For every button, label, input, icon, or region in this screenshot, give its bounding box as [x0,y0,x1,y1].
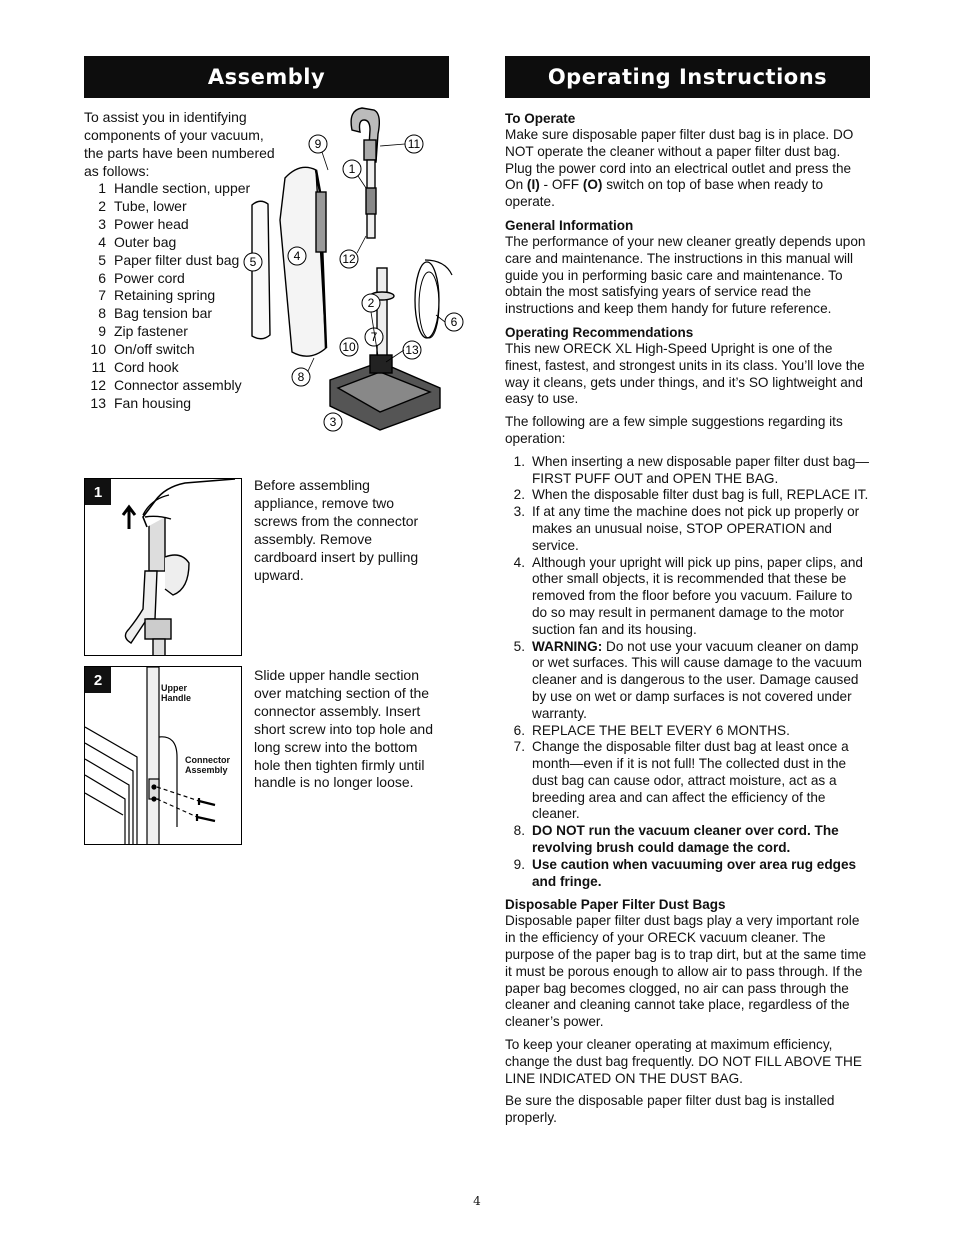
part-number: 8 [98,305,106,322]
part-name: Zip fastener [114,323,188,340]
part-number: 4 [98,233,106,250]
part-number: 9 [98,323,106,340]
item-text: When the disposable filter dust bag is full, REPLACE IT. [532,487,869,503]
list-item [505,504,871,554]
list-item [505,723,871,740]
item-text: Change the disposable filter dust bag at least once a month—even if it is not full! The collected dust in the dust bag can cause odor, attract moisture, act as a breeding area and can affect the efficiency of the cleaner. [532,739,849,822]
callout-label: 13 [405,343,419,357]
list-item [505,823,871,857]
callout-label: 8 [297,370,305,384]
part-number: 11 [91,359,106,376]
part-number: 1 [98,180,106,196]
list-item [505,555,871,639]
step1-number: 1 [85,479,111,505]
general-information-heading: General Information [505,217,634,233]
item-text: If at any time the machine does not pick up properly or makes an unusual noise, STOP OPERATION and service. [532,504,860,553]
part-name: Paper filter dust bag [114,251,240,268]
dust-bags-text: To keep your cleaner operating at maximum efficiency, change the dust bag frequently. DO NOT FILL ABOVE THE LINE INDICATED ON THE DUST BAG. [505,1037,862,1086]
assembly-heading: Assembly [84,56,449,98]
part-name: Tube, lower [114,197,187,214]
part-number: 12 [90,376,106,393]
to-operate-text [505,127,871,211]
page-number: 4 [473,1194,481,1208]
item-number: 7. [513,739,525,755]
dust-bags-heading: Disposable Paper Filter Dust Bags [505,897,726,913]
part-number: 13 [90,394,106,411]
step1-illustration [84,478,242,656]
callout-label: 11 [407,137,421,151]
callout-label: 7 [370,330,378,344]
connector-assembly-label: Assembly [185,765,228,775]
step2-instruction: Slide upper handle section over matching section of the connector assembly. Insert short screw into top hole and long screw into the bottom hole then tighten firmly until handle is no longer loose. [254,667,433,791]
list-item [505,487,871,504]
callout-label: 3 [329,415,337,429]
step1-instruction: Before assembling appliance, remove two screws from the connector assembly. Remove cardboard insert by pulling upward. [254,477,419,583]
part-name: Connector assembly [114,376,242,393]
step2-number: 2 [85,667,111,693]
callout-label: 6 [450,315,458,329]
part-number: 3 [98,215,106,232]
callout-label: 1 [348,162,356,176]
operating-recommendations-intro: The following are a few simple suggestions regarding its operation: [505,414,843,446]
part-name: Power cord [114,269,185,286]
part-name: Cord hook [114,359,179,376]
warning-label: WARNING: [532,638,603,654]
connector-assembly-label: Connector [185,755,230,765]
warning-text: Do not use your vacuum cleaner on damp or wet surfaces. This will cause damage to the vacuum cleaner and is dangerous to the user. Damage caused by use on wet or damp surfaces is not covered under warranty. [532,638,862,721]
item-number: 8. [513,823,525,839]
part-name: Retaining spring [114,287,216,304]
list-item [505,739,871,823]
to-operate-text-a: Make sure disposable paper filter dust bag is in place. DO NOT operate the cleaner without a paper filter dust bag. Plug the power cord into an electrical outlet and press the On [505,127,854,193]
to-operate-heading: To Operate [505,111,576,126]
callout-label: 12 [342,252,356,266]
list-item [505,454,871,488]
list-item [505,639,871,723]
on-symbol: (I) [526,177,540,193]
part-number: 5 [98,251,106,268]
operating-recommendations-text: This new ORECK XL High-Speed Upright is one of the finest, fastest, and strongest units in its class. You’ll love the way it cleans, gets under things, and it’s SO lightweight and easy to use. [505,340,865,407]
general-information-text: The performance of your new cleaner greatly depends upon care and maintenance. The instructions in this manual will guide you in performing basic care and maintenance. To obtain the most satisfying years of service read the instructions and keep them handy for future reference. [505,233,866,317]
item-number: 2. [513,487,525,503]
part-number: 10 [90,341,106,358]
operating-instructions-body [505,110,871,1133]
item-text: When inserting a new disposable paper filter dust bag—FIRST PUFF OUT and OPEN THE BAG. [532,453,870,486]
off-symbol: (O) [582,177,603,193]
callout-label: 9 [314,137,322,151]
part-name: Outer bag [114,233,177,250]
item-number: 1. [513,453,525,469]
dust-bags-text: Be sure the disposable paper filter dust bag is installed properly. [505,1093,835,1126]
do-not-label: DO NOT [532,823,585,839]
part-name: Bag tension bar [114,305,213,322]
part-name: Handle section, upper [114,180,251,196]
hand-pulling-insert-icon [85,479,242,656]
dust-bags-text: Disposable paper filter dust bags play a very important role in the efficiency of your ORECK vacuum cleaner. The purpose of the paper bag is to trap dirt, but at the same time it must be porous enough to allow air to pass through. If the paper bag becomes clogged, no air can pass through the cleaner and cleaning cannot take place, regardless of the cleaner’s power. [505,913,867,1030]
operating-instructions-heading: Operating Instructions [505,56,870,98]
recommendations-list [505,454,871,891]
part-name: Power head [114,215,189,232]
upper-handle-label: Upper [161,683,188,693]
item-text [532,639,871,723]
vacuum-exploded-diagram [240,100,470,440]
item-text: Use caution when vacuuming over area rug edges and fringe. [532,856,857,889]
item-number: 3. [513,504,525,520]
item-number: 6. [513,722,525,738]
part-name: On/off switch [114,341,195,358]
item-number: 4. [513,554,525,570]
to-operate-text-c: switch on top of base when ready to operate. [505,177,824,210]
callout-label: 2 [367,296,375,310]
part-number: 2 [98,197,106,214]
step2-illustration [84,666,242,845]
callout-label: 10 [342,340,356,354]
upper-handle-label: Handle [161,693,192,703]
do-not-text: run the vacuum cleaner over cord. The revolving brush could damage the cord. [532,823,839,856]
item-text: Although your upright will pick up pins, paper clips, and other small objects, it is recommended that these be removed from the floor before you vacuum. Failure to do so may result in permanent damage to the motor suction fan and its housing. [532,554,863,637]
callout-label: 5 [249,255,257,269]
part-number: 7 [98,287,106,304]
part-name: Fan housing [114,394,192,411]
assembly-intro: To assist you in identifying components of your vacuum, the parts have been numbered as follows: [84,109,275,179]
item-number: 9. [513,856,525,872]
part-number: 6 [98,269,106,286]
to-operate-text-b: - OFF [539,177,583,193]
callout-label: 4 [293,249,301,263]
item-text [532,823,871,857]
list-item [505,857,871,891]
item-text: REPLACE THE BELT EVERY 6 MONTHS. [532,722,790,738]
item-number: 5. [513,638,525,654]
operating-recommendations-heading: Operating Recommendations [505,324,694,340]
